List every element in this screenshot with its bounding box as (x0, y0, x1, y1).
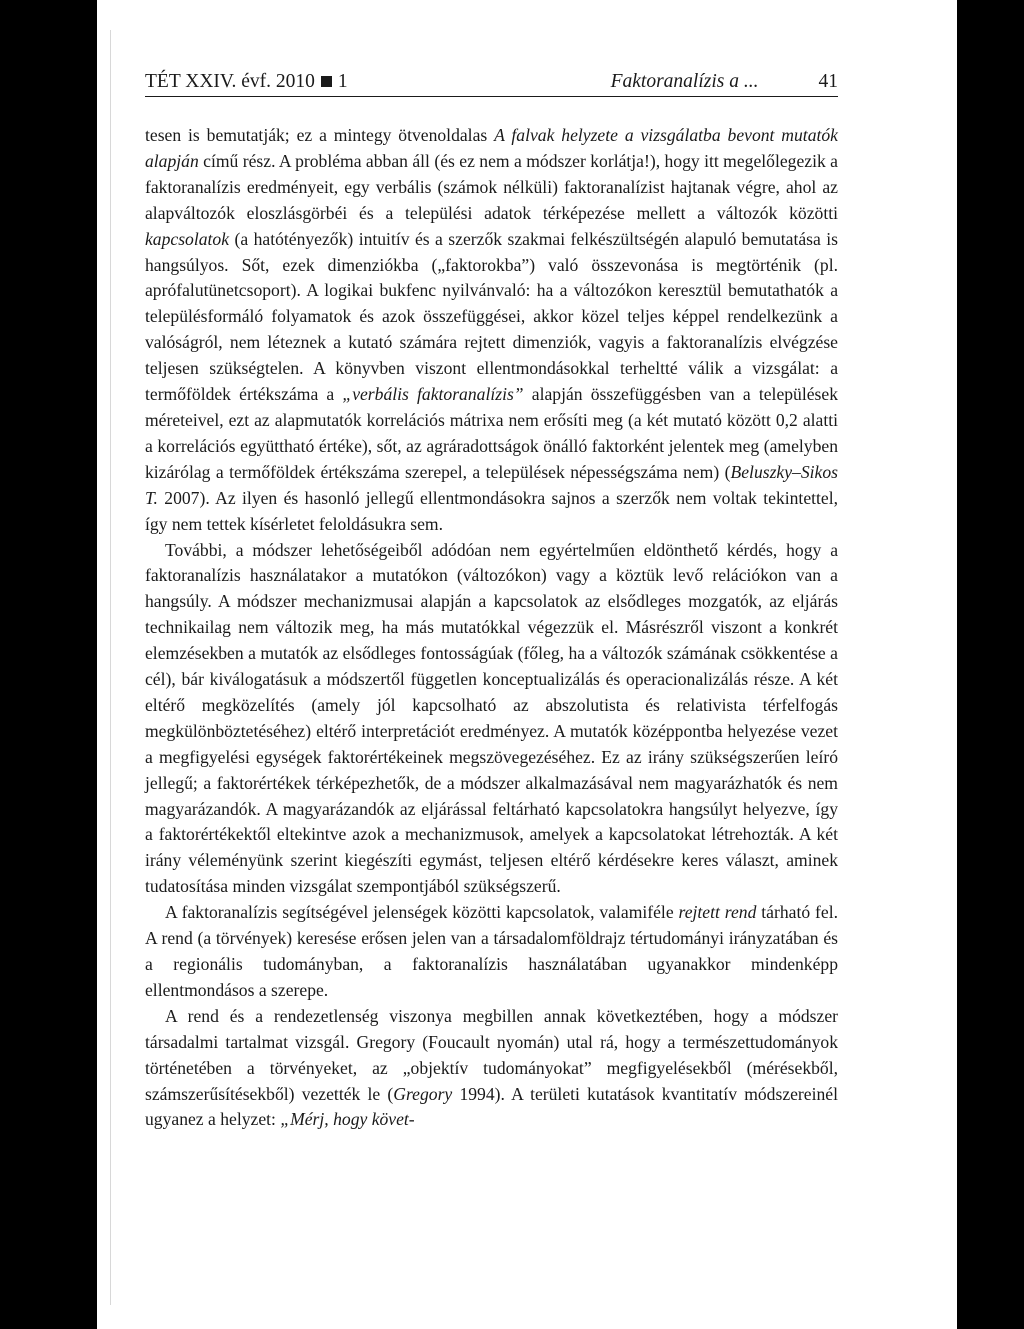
italic-text: rejtett rend (678, 902, 757, 923)
paragraph (145, 538, 838, 901)
italic-text: „verbális faktoranalízis” (342, 384, 524, 405)
page-content (145, 70, 838, 1133)
paragraph-text: című rész. A probléma abban áll (és ez nem a módszer korlátja!), hogy itt megelőlegezik a faktoranalízis eredményeit, egy verbális (számok nélküli) faktoranalízist hajtanak végre, ahol az alapváltozók eloszlásgörbéi és a települési adatok térképezése mellett a változók közötti (145, 150, 838, 223)
paragraph-text: alapján összefüggésben van a települések méreteivel, ezt az alapmutatók korrelációs mátrixa nem erősíti meg (a két mutató között 0,2 alatti a korrelációs együttható értéke), sőt, az agráradottságok önálló faktorként jelentek meg (amelyben kizárólag a termőföldek értékszáma szerepel, a települések népességszáma nem) ( (145, 384, 838, 482)
paragraph-text: A faktoranalízis segítségével jelenségek közötti kapcsolatok, valamiféle (165, 902, 679, 923)
body-text (145, 123, 838, 1133)
journal-info: TÉT XXIV. évf. 2010 (145, 71, 315, 92)
paragraph (145, 1004, 838, 1134)
paragraph-text: 2007). Az ilyen és hasonló jellegű ellentmondásokra sajnos a szerzők nem voltak tekintettel, így nem tettek kísérletet feloldásukra sem. (145, 487, 838, 534)
italic-text: Gregory (393, 1083, 453, 1104)
page-number: 41 (818, 71, 838, 92)
italic-text: A falvak helyzete a vizsgálatba bevont mutatók alapján (145, 125, 838, 171)
running-header (145, 70, 838, 97)
issue-number: 1 (337, 71, 348, 92)
paragraph (145, 123, 838, 538)
square-bullet-icon (321, 76, 332, 87)
paragraph-text: tárható fel. A rend (a törvények) keresése erősen jelen van a társadalomföldrajz tértudományi irányzatában és a regionális tudományban, a faktoranalízis használatában ugyanakkor mindenképp ellentmondásos a szerepe. (145, 902, 838, 1000)
paragraph-text: A rend és a rendezetlenség viszonya megbillen annak következtében, hogy a módszer társadalmi tartalmat vizsgál. Gregory (Foucault nyomán) utal rá, hogy a természettudományok történetében a törvényeket, az „objektív tudományokat” megfigyelésekből (mérésekből, számszerűsítésekből) vezették le ( (145, 1005, 838, 1104)
paragraph-text: 1994). A területi kutatások kvantitatív módszereinél ugyanez a helyzet: (145, 1083, 838, 1130)
italic-text: kapcsolatok (145, 228, 230, 249)
italic-text: „Mérj, hogy követ- (280, 1109, 415, 1130)
italic-text: Beluszky–Sikos T. (145, 461, 838, 508)
document-page (97, 0, 957, 1329)
paragraph-text: További, a módszer lehetőségeiből adódóan nem egyértelműen eldönthető kérdés, hogy a faktoranalízis használatakor a mutatókon (változókon) vagy a köztük levő relációkon van a hangsúly. A módszer mechanizmusai alapján a kapcsolatok az elsődleges mozgatók, az eljárás technikailag nem változik meg, ha más mutatókkal végezzük el. Másrészről viszont a konkrét elemzésekben a mutatók az elsődleges fontosságúak (főleg, ha a változók számának csökkentése a cél), bár kiválogatásuk a módszertől független konceptualizálás és operacionalizálás része. A két eltérő megközelítés (amely jól kapcsolható az abszolutista és relativista térfelfogás megkülönböztetéséhez) eltérő interpretációt eredményez. A mutatók középpontba helyezése vezet a megfigyelési egységek faktorértékeinek megszövegezéséhez. Ez az irány szükségszerűen leíró jellegű; a faktorértékek térképezhetők, de a módszer alkalmazásával nem magyarázhatók és nem magyarázandók. A magyarázandók az eljárással feltárható kapcsolatokra hangsúlyt helyezve, így a faktorértékektől eltekintve azok a mechanizmusok, amelyek a kapcsolatokat létrehozták. A két irány véleményünk szerint kiegészíti egymást, teljesen eltérő kérdésekre keres választ, aminek tudatosítása minden vizsgálat szempontjából szükségszerű. (145, 539, 838, 897)
running-title: Faktoranalízis a ... (610, 71, 759, 92)
paragraph-text: (a hatótényezők) intuitív és a szerzők szakmai felkészültségén alapuló bemutatása is hangsúlyos. Sőt, ezek dimenziókba („faktorokba”) való összevonása is megtörténik (pl. aprófalutünetcsoport). A logikai bukfenc nyilvánvaló: ha a változókon keresztül bemutathatók a településformáló folyamatok és azok összefüggései, akkor közel teljes képpel rendelkezünk a valóságról, nem léteznek a kutató számára rejtett dimenziók, vagyis a faktoranalízis elvégzése teljesen szükségtelen. A könyvben viszont ellentmondásokkal terheltté válik a vizsgálat: a termőföldek értékszáma a (145, 228, 838, 405)
page-binding-line (110, 30, 111, 1305)
paragraph (145, 900, 838, 1004)
paragraph-text: tesen is bemutatják; ez a mintegy ötvenoldalas (145, 125, 495, 145)
